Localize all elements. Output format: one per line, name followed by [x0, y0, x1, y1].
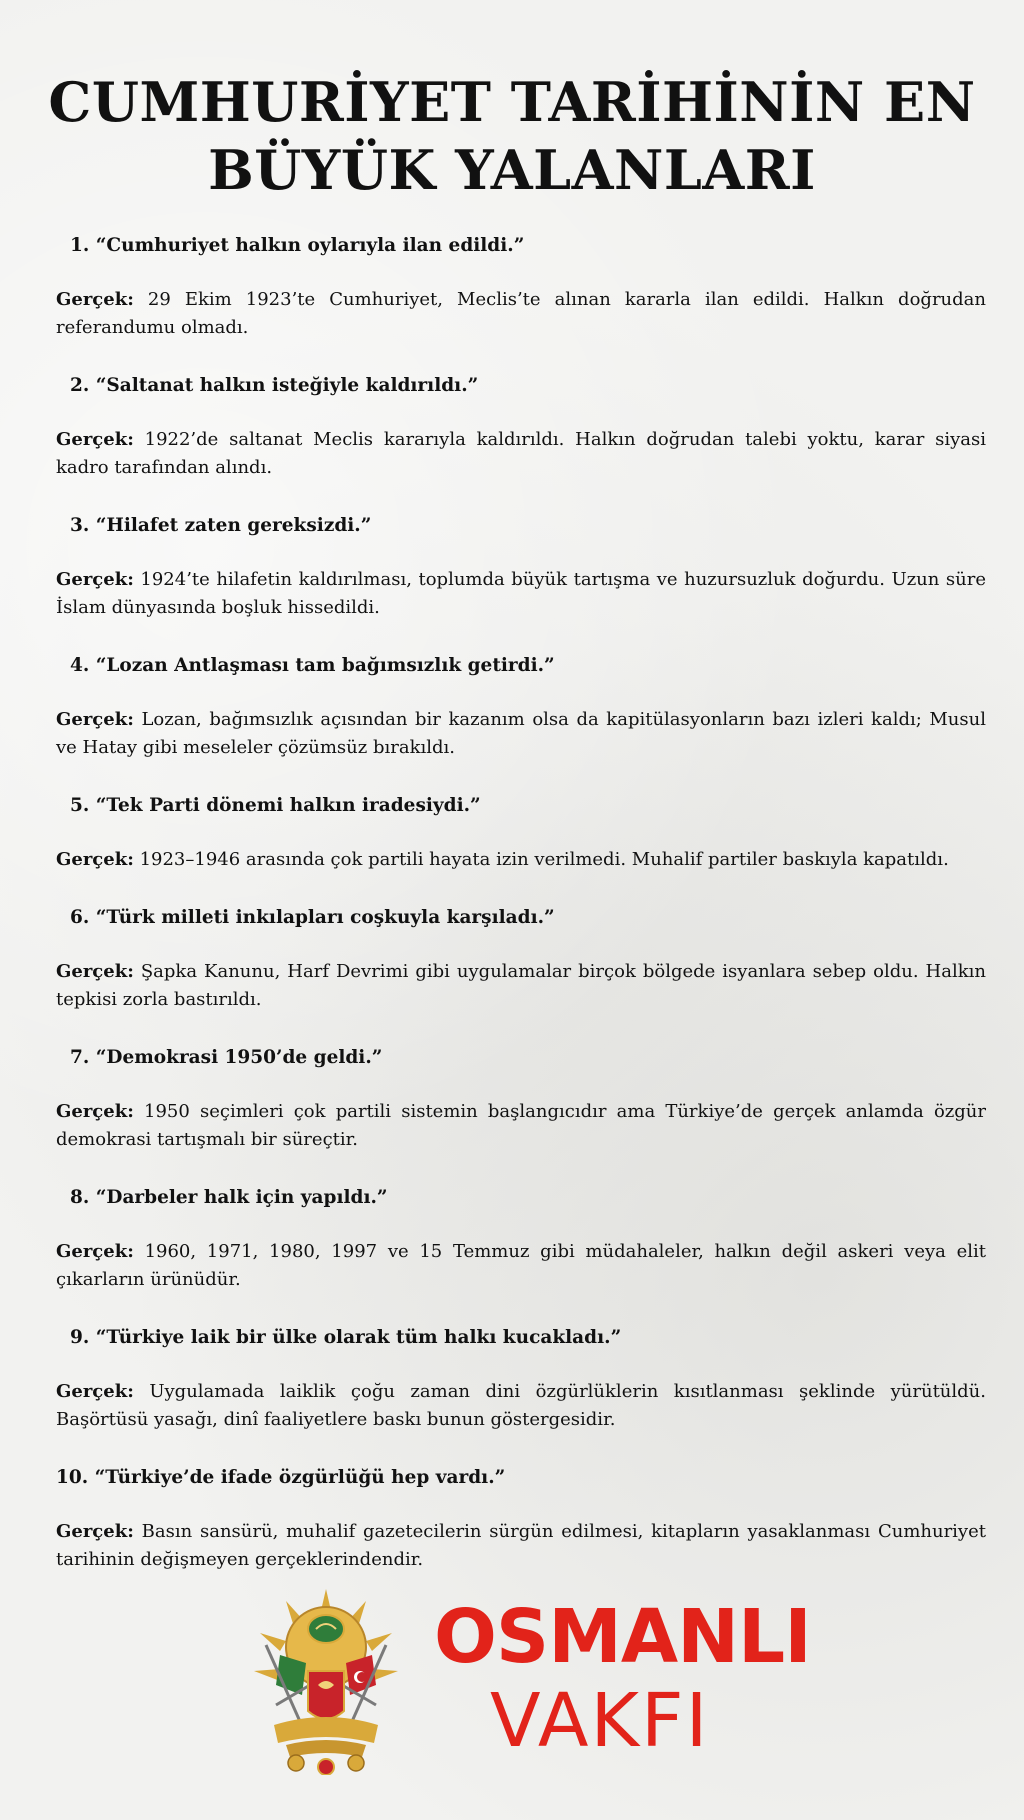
fact-text: 1950 seçimleri çok partili sistemin başlangıcıdır ama Türkiye’de gerçek anlamda özgür demokrasi tartışmalı bir süreçtir. — [56, 1101, 986, 1150]
fact-text: Uygulamada laiklik çoğu zaman dini özgürlüklerin kısıtlanması şeklinde yürütüldü. Başörtüsü yasağı, dinî faaliyetlere baskı bunun göstergesidir. — [56, 1381, 986, 1430]
footer-brand — [0, 1585, 1024, 1785]
fact-label: Gerçek: — [56, 1101, 134, 1122]
item-heading: 4. “Lozan Antlaşması tam bağımsızlık getirdi.” — [70, 655, 555, 676]
item-fact — [56, 286, 986, 342]
item-fact — [56, 566, 986, 622]
item-fact — [56, 706, 986, 762]
item-heading: 8. “Darbeler halk için yapıldı.” — [70, 1187, 388, 1208]
item-fact — [56, 1378, 986, 1434]
list-item — [56, 512, 986, 622]
list-item — [56, 1324, 986, 1434]
fact-text: 1923–1946 arasında çok partili hayata izin verilmedi. Muhalif partiler baskıyla kapatıldı. — [139, 849, 949, 870]
fact-label: Gerçek: — [56, 961, 134, 982]
list-item — [56, 232, 986, 342]
lies-list — [56, 232, 986, 1604]
fact-label: Gerçek: — [56, 1381, 134, 1402]
fact-text: 1924’te hilafetin kaldırılması, toplumda büyük tartışma ve huzursuzluk doğurdu. Uzun süre İslam dünyasında boşluk hissedildi. — [56, 569, 986, 618]
fact-text: Şapka Kanunu, Harf Devrimi gibi uygulamalar birçok bölgede isyanlara sebep oldu. Halkın tepkisi zorla bastırıldı. — [56, 961, 986, 1010]
brand-name-line2: VAKFI — [490, 1678, 710, 1764]
ottoman-coat-of-arms-icon — [246, 1585, 406, 1775]
fact-label: Gerçek: — [56, 1241, 134, 1262]
list-item — [56, 792, 986, 874]
list-item — [56, 372, 986, 482]
item-heading: 7. “Demokrasi 1950’de geldi.” — [70, 1047, 383, 1068]
fact-label: Gerçek: — [56, 1521, 134, 1542]
fact-label: Gerçek: — [56, 429, 134, 450]
item-heading: 2. “Saltanat halkın isteğiyle kaldırıldı.” — [70, 375, 479, 396]
item-fact — [56, 1098, 986, 1154]
item-fact — [56, 1518, 986, 1574]
list-item — [56, 652, 986, 762]
fact-label: Gerçek: — [56, 709, 134, 730]
list-item — [56, 1044, 986, 1154]
fact-label: Gerçek: — [56, 849, 134, 870]
fact-text: 29 Ekim 1923’te Cumhuriyet, Meclis’te alınan kararla ilan edildi. Halkın doğrudan referandumu olmadı. — [56, 289, 986, 338]
item-heading: 5. “Tek Parti dönemi halkın iradesiydi.” — [70, 795, 481, 816]
list-item — [56, 904, 986, 1014]
brand-wordmark — [434, 1594, 811, 1764]
item-heading: 6. “Türk milleti inkılapları coşkuyla karşıladı.” — [70, 907, 555, 928]
brand-name-line1: OSMANLI — [434, 1594, 811, 1680]
fact-label: Gerçek: — [56, 569, 134, 590]
item-fact — [56, 958, 986, 1014]
item-heading: 3. “Hilafet zaten gereksizdi.” — [70, 515, 372, 536]
fact-text: 1922’de saltanat Meclis kararıyla kaldırıldı. Halkın doğrudan talebi yoktu, karar siyasi kadro tarafından alındı. — [56, 429, 986, 478]
fact-text: 1960, 1971, 1980, 1997 ve 15 Temmuz gibi müdahaleler, halkın değil askeri veya elit çıkarların ürünüdür. — [56, 1241, 986, 1290]
item-heading: 1. “Cumhuriyet halkın oylarıyla ilan edildi.” — [70, 235, 525, 256]
item-fact — [56, 1238, 986, 1294]
fact-text: Basın sansürü, muhalif gazetecilerin sürgün edilmesi, kitapların yasaklanması Cumhuriyet tarihinin değişmeyen gerçeklerindendir. — [56, 1521, 986, 1570]
item-fact — [56, 846, 986, 874]
fact-text: Lozan, bağımsızlık açısından bir kazanım olsa da kapitülasyonların bazı izleri kaldı; Musul ve Hatay gibi meseleler çözümsüz bırakıldı. — [56, 709, 986, 758]
page-title: CUMHURİYET TARİHİNİN EN BÜYÜK YALANLARI — [48, 70, 976, 202]
fact-label: Gerçek: — [56, 289, 134, 310]
list-item — [56, 1184, 986, 1294]
item-heading: 9. “Türkiye laik bir ülke olarak tüm halkı kucakladı.” — [70, 1327, 622, 1348]
list-item — [56, 1464, 986, 1574]
item-fact — [56, 426, 986, 482]
item-heading: 10. “Türkiye’de ifade özgürlüğü hep vardı.” — [56, 1467, 506, 1488]
